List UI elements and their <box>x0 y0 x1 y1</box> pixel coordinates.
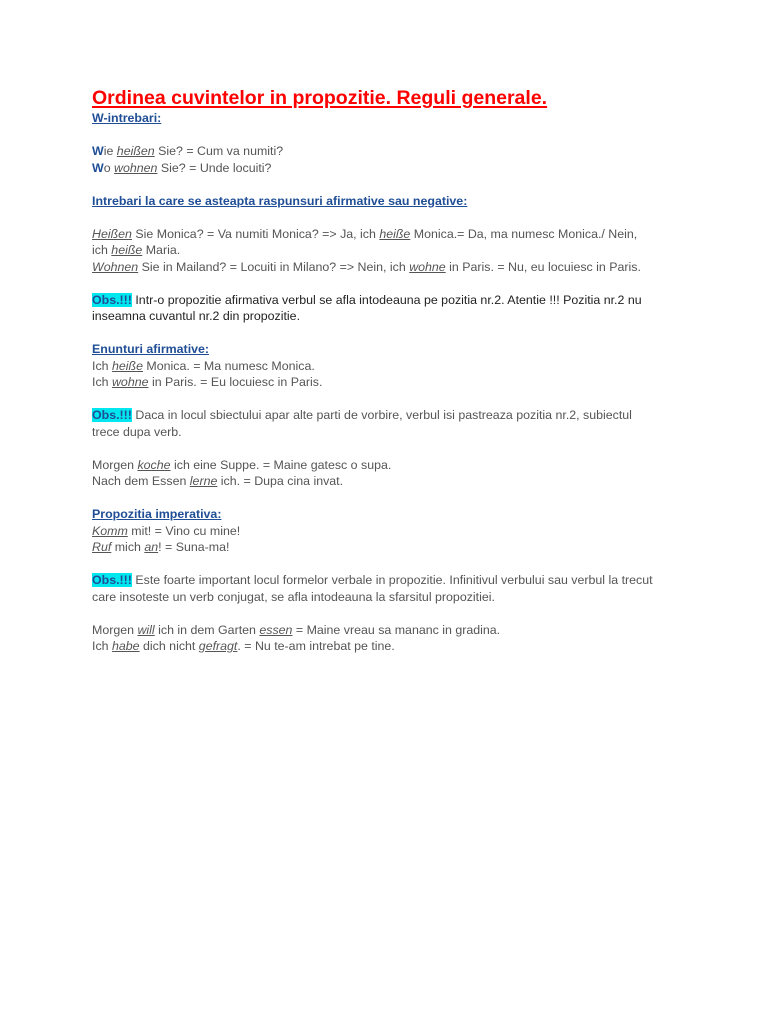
observation-line <box>92 292 692 309</box>
text-segment: ich in dem Garten <box>154 622 260 637</box>
text-segment: ich <box>92 243 112 257</box>
text-segment: in Paris. = Eu locuiesc in Paris. <box>148 375 323 389</box>
verb-highlight: Ruf <box>92 540 112 554</box>
example-line <box>92 242 692 259</box>
text-segment: o <box>103 160 115 175</box>
example-line <box>92 638 692 655</box>
section-heading-imperative: Propozitia imperativa: <box>92 507 222 521</box>
verb-highlight: will <box>137 622 155 637</box>
text-segment: ie <box>103 144 117 158</box>
verb-highlight: gefragt <box>198 639 238 653</box>
text-segment: mich <box>111 540 145 554</box>
example-line <box>92 160 692 177</box>
text-segment: Sie? = Cum va numiti? <box>154 144 284 158</box>
example-line <box>92 143 692 160</box>
obs-badge: Obs.!!! <box>92 408 132 422</box>
observation-line <box>92 407 692 424</box>
example-line <box>92 523 692 540</box>
text-segment: in Paris. = Nu, eu locuiesc in Paris. <box>445 259 641 274</box>
w-letter: W <box>92 144 104 158</box>
text-segment: Sie? = Unde locuiti? <box>157 160 272 175</box>
text-segment: dich nicht <box>139 639 199 653</box>
verb-highlight: Komm <box>92 523 128 538</box>
w-letter: W <box>92 160 104 175</box>
verb-highlight: heißen <box>116 144 155 158</box>
text-segment: Ich <box>92 358 112 373</box>
text-segment: ! = Suna-ma! <box>158 540 230 554</box>
verb-highlight: habe <box>111 639 140 653</box>
text-segment: Morgen <box>92 457 138 472</box>
example-line <box>92 259 692 276</box>
text-segment: Este foarte important locul formelor verbale in propozitie. Infinitivul verbului sau verbul la trecut <box>131 573 653 587</box>
example-line <box>92 622 692 639</box>
text-segment: ich eine Suppe. = Maine gatesc o supa. <box>170 457 392 472</box>
text-segment: mit! = Vino cu mine! <box>127 523 241 538</box>
section-heading-affirmative: Enunturi afirmative: <box>92 342 210 356</box>
text-segment: Sie Monica? = Va numiti Monica? => Ja, ich <box>131 226 380 241</box>
verb-highlight: koche <box>137 457 171 472</box>
text-segment: ich. = Dupa cina invat. <box>217 474 344 488</box>
verb-highlight: wohnen <box>114 160 158 175</box>
example-line <box>92 358 692 375</box>
example-line <box>92 473 692 490</box>
verb-highlight: essen <box>259 622 293 637</box>
observation-line: care insoteste un verb conjugat, se afla intodeauna la sfarsitul propozitiei. <box>92 589 495 604</box>
verb-highlight: wohne <box>111 375 149 389</box>
verb-highlight: heiße <box>111 358 143 373</box>
example-line <box>92 457 692 474</box>
verb-highlight: lerne <box>189 474 218 488</box>
obs-badge: Obs.!!! <box>92 573 132 587</box>
observation-line: inseamna cuvantul nr.2 din propozitie. <box>92 309 301 323</box>
example-line <box>92 539 692 556</box>
text-segment: Intr-o propozitie afirmativa verbul se afla intodeauna pe pozitia nr.2. Atentie !!! Pozitia nr.2 nu <box>131 292 642 307</box>
example-line <box>92 374 692 391</box>
observation-line <box>92 572 692 589</box>
text-segment: Nach dem Essen <box>92 474 190 488</box>
verb-highlight: heiße <box>111 243 143 257</box>
section-heading-yes-no-questions: Intrebari la care se asteapta raspunsuri afirmative sau negative: <box>92 193 468 208</box>
observation-line: trece dupa verb. <box>92 424 182 439</box>
obs-badge: Obs.!!! <box>92 292 132 307</box>
text-segment: Sie in Mailand? = Locuiti in Milano? => Nein, ich <box>138 259 410 274</box>
text-segment: Daca in locul sbiectului apar alte parti de vorbire, verbul isi pastreaza pozitia nr.2, subiectul <box>131 408 632 422</box>
verb-highlight: Heißen <box>92 226 132 241</box>
text-segment: Maria. <box>142 243 181 257</box>
verb-highlight: an <box>144 540 159 554</box>
verb-highlight: heiße <box>379 226 411 241</box>
document-page <box>92 86 692 655</box>
text-segment: . = Nu te-am intrebat pe tine. <box>237 639 395 653</box>
text-segment: Morgen <box>92 622 138 637</box>
text-segment: = Maine vreau sa mananc in gradina. <box>292 622 501 637</box>
page-title: Ordinea cuvintelor in propozitie. Reguli generale. <box>92 87 548 109</box>
text-segment: Monica.= Da, ma numesc Monica./ Nein, <box>410 226 638 241</box>
verb-highlight: wohne <box>409 259 446 274</box>
text-segment: Ich <box>92 639 112 653</box>
section-heading-w-intrebari: W-intrebari: <box>92 111 162 125</box>
text-segment: Ich <box>92 375 112 389</box>
verb-highlight: Wohnen <box>92 259 139 274</box>
example-line <box>92 226 692 243</box>
text-segment: Monica. = Ma numesc Monica. <box>142 358 315 373</box>
